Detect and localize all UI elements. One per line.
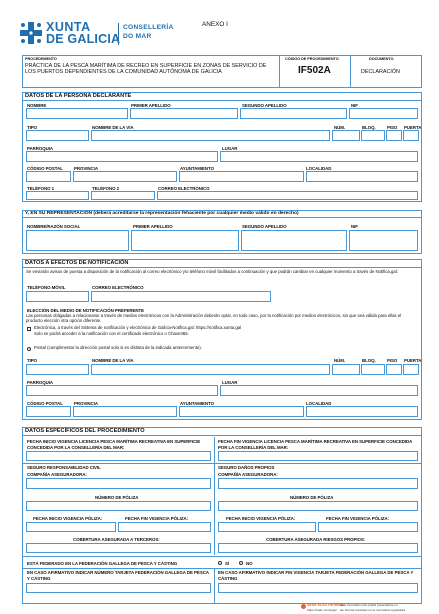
notif-provincia-field[interactable] — [73, 406, 177, 417]
movil-field[interactable] — [26, 291, 89, 302]
nombre-field[interactable] — [26, 108, 128, 119]
footer-note1: Este formulario sólo podrá presentarse en — [340, 603, 398, 607]
parroquia-label: PARROQUIA — [27, 146, 54, 151]
inicio-tarjeta-field[interactable] — [26, 583, 211, 593]
sede-badge — [301, 604, 306, 609]
postal-radio[interactable] — [27, 347, 31, 351]
logo-divider — [118, 23, 119, 45]
seguro-rc-label: SEGURO RESPONSABILIDAD CIVIL — [27, 465, 101, 470]
nif-label: NIF — [351, 103, 358, 108]
rep-nif-label: NIF — [351, 224, 358, 229]
notif-correo-label: CORREO ELECTRÓNICO — [92, 285, 144, 290]
document-type: DECLARACIÓN — [361, 69, 400, 75]
bloq-field[interactable] — [361, 130, 385, 141]
ayuntamiento-label: AYUNTAMIENTO — [180, 166, 214, 171]
bloq-label: BLOQ. — [362, 125, 376, 130]
segundo-apellido-label: SEGUNDO APELLIDO — [242, 103, 287, 108]
notif-bloq-label: BLOQ. — [362, 358, 376, 363]
notif-cp-field[interactable] — [26, 406, 71, 417]
federado-separator — [22, 568, 422, 569]
localidad-field[interactable] — [306, 171, 418, 182]
federado-label: ESTÁ FEDERADO EN LA FEDERACIÓN GALLEGA DE PESCA Y CÁSTING — [27, 561, 178, 566]
sede-url[interactable]: https://sede.xunta.gal — [307, 608, 337, 612]
fin-poliza2-field[interactable] — [318, 522, 418, 532]
cp-label: CÓDIGO POSTAL — [27, 166, 63, 171]
correo-label: CORREO ELECTRÓNICO — [158, 186, 210, 191]
licencia-separator — [22, 463, 422, 464]
lugar-label: LUGAR — [222, 146, 238, 151]
electronica-note: Solo se podrá acceder a la notificación con el certificado electrónico o Chave365. — [34, 331, 189, 336]
lugar-field[interactable] — [220, 151, 418, 162]
razon-label: NOMBRE/RAZÓN SOCIAL — [27, 224, 81, 229]
notif-ayuntamiento-label: AYUNTAMIENTO — [180, 401, 214, 406]
notif-lugar-label: LUGAR — [222, 380, 238, 385]
notif-piso-field[interactable] — [386, 364, 402, 375]
especificos-title: DATOS ESPECÍFICOS DEL PROCEDIMIENTO — [22, 427, 422, 436]
eleccion-title: ELECCIÓN DEL MEDIO DE NOTIFICACIÓN PREFERENTE — [27, 308, 144, 313]
puerta-field[interactable] — [403, 130, 419, 141]
notif-num-field[interactable] — [332, 364, 360, 375]
notif-correo-field[interactable] — [91, 291, 271, 302]
federado-si-radio[interactable] — [218, 561, 222, 565]
compania1-label: COMPAÑÍA ASEGURADORA: — [27, 472, 87, 477]
rep-segundo-apellido-field[interactable] — [241, 230, 347, 251]
inicio-licencia-field[interactable] — [26, 451, 211, 461]
num-label: NÚM. — [334, 125, 346, 130]
tipo-field[interactable] — [26, 130, 89, 141]
notif-lugar-field[interactable] — [220, 385, 418, 396]
postal-option: Postal (cumplimentar la dirección postal solo si es distinta de la indicada anteriormente). — [34, 345, 202, 350]
cobertura-separator — [22, 556, 422, 557]
primer-apellido-field[interactable] — [130, 108, 238, 119]
procedure-code: IF502A — [298, 65, 331, 76]
telefono2-label: TELÉFONO 2 — [92, 186, 120, 191]
notif-puerta-label: PUERTA — [404, 358, 422, 363]
logo-xunta-text: XUNTA — [46, 20, 91, 34]
razon-field[interactable] — [26, 230, 129, 251]
puerta-label: PUERTA — [404, 125, 422, 130]
telefono2-field[interactable] — [91, 191, 155, 200]
notificacion-title: DATOS A EFECTOS DE NOTIFICACIÓN — [22, 259, 422, 268]
segundo-apellido-field[interactable] — [240, 108, 347, 119]
poliza1-label: NÚMERO DE PÓLIZA — [95, 495, 139, 500]
rep-segundo-apellido-label: SEGUNDO APELLIDO — [242, 224, 287, 229]
nombre-via-label: NOMBRE DE LA VÍA — [92, 125, 134, 130]
notif-nombre-via-label: NOMBRE DE LA VÍA — [92, 358, 134, 363]
rep-primer-apellido-field[interactable] — [131, 230, 239, 251]
procedure-code-label: CÓDIGO DE PROCEDIMIENTO — [285, 57, 339, 61]
procedure-title: PRÁCTICA DE LA PESCA MARÍTIMA DE RECREO EN SUPERFICIE EN ZONAS DE SERVICIO DE LOS PUERTOS DEPENDIENTES DE LA COMUNIDAD AUTÓNOMA DE GALICIA — [25, 63, 267, 76]
inicio-licencia-label: FECHA INICIO VIGENCIA LICENCIA PESCA MARÍTIMA RECREATIVA EN SUPERFICIE CONCEDIDA POR LA CONSELLERÍA DEL MAR: — [27, 439, 201, 450]
logo-galicia-text: DE GALICIA — [46, 32, 121, 46]
tarjeta-divider — [214, 568, 215, 604]
fin-poliza1-field[interactable] — [118, 522, 211, 532]
nombre-via-field[interactable] — [91, 130, 330, 141]
especificos-center-divider — [214, 437, 215, 555]
provincia-field[interactable] — [73, 171, 177, 182]
telefono1-label: TELÉFONO 1 — [27, 186, 55, 191]
xunta-logo — [19, 20, 121, 46]
cobertura1-field[interactable] — [26, 543, 211, 553]
notif-localidad-field[interactable] — [306, 406, 418, 417]
poliza2-label: NÚMERO DE PÓLIZA — [290, 495, 334, 500]
sede-label: SEDE ELECTRÓNICA — [307, 603, 344, 607]
anexo-label: ANEXO I — [202, 21, 228, 28]
ini-poliza1-field[interactable] — [26, 522, 116, 532]
notif-provincia-label: PROVINCIA — [74, 401, 98, 406]
electronica-checkbox[interactable] — [27, 327, 31, 331]
procedure-label: PROCEDEMENTO — [25, 57, 57, 61]
rep-nif-field[interactable] — [349, 230, 418, 251]
notif-nombre-via-field[interactable] — [91, 364, 330, 375]
declarante-title: DATOS DE LA PERSONA DECLARANTE — [22, 92, 422, 101]
notif-parroquia-field[interactable] — [26, 385, 218, 396]
notif-ayuntamiento-field[interactable] — [179, 406, 304, 417]
notif-tipo-label: TIPO — [27, 358, 38, 363]
fin-licencia-label: FECHA FIN VIGENCIA LICENCIA PESCA MARÍTIMA RECREATIVA EN SUPERFICIE CONCEDIDA POR LA CONSELLERÍA DEL MAR: — [218, 439, 413, 450]
localidad-label: LOCALIDAD — [306, 166, 332, 171]
fin-poliza1-label: FECHA FIN VIGENCIA PÓLIZA: — [125, 516, 189, 521]
electronica-option: Electrónica, a través del Sistema de notificación y electrónica de Galicia-Notifica.gal: https://notifica.xunta.gal — [34, 325, 242, 330]
procedure-divider-1 — [279, 55, 280, 88]
notif-parroquia-label: PARROQUIA — [27, 380, 54, 385]
notif-bloq-field[interactable] — [361, 364, 385, 375]
cobertura1-label: COBERTURA ASEGURADA A TERCEROS: — [73, 537, 160, 542]
compania2-field[interactable] — [218, 478, 418, 489]
fin-poliza2-label: FECHA FIN VIGENCIA PÓLIZA: — [326, 516, 390, 521]
piso-field[interactable] — [386, 130, 402, 141]
fin-licencia-field[interactable] — [218, 451, 418, 461]
seguro-danos-label: SEGURO DAÑOS PROPIOS — [218, 465, 275, 470]
eleccion-text: Las personas obligadas a relacionarse a través de medios electrónicos con la Administración deberán optar, en todo caso, por la notificación por medios electrónicos, sin que sea válida para ellas el producto elección otra opción diferente. — [26, 313, 402, 324]
fin-tarjeta-label: EN CASO AFIRMATIVO INDICAR FIN VIGENCIA TARJETA FEDERACIÓN GALLEGA DE PESCA Y CÁSTING — [218, 570, 414, 581]
federado-no-radio[interactable] — [239, 561, 243, 565]
rep-primer-apellido-label: PRIMER APELLIDO — [133, 224, 173, 229]
cp-field[interactable] — [26, 171, 71, 182]
notif-piso-label: PISO — [387, 358, 398, 363]
poliza2-field[interactable] — [218, 501, 418, 511]
ini-poliza2-label: FECHA INICIO VIGENCIA PÓLIZA: — [226, 516, 296, 521]
cobertura2-label: COBERTURA ASEGURADA RIESGOS PROPIOS: — [266, 537, 366, 542]
notif-tipo-field[interactable] — [26, 364, 89, 375]
notif-num-label: NÚM. — [334, 358, 346, 363]
parroquia-field[interactable] — [26, 151, 218, 162]
notif-puerta-field[interactable] — [403, 364, 419, 375]
ini-poliza2-field[interactable] — [218, 522, 316, 532]
document-label: DOCUMENTO — [369, 57, 394, 61]
movil-label: TELÉFONO MÓVIL — [27, 285, 66, 290]
representante-title: Y, EN SU REPRESENTACIÓN (deberá acreditarse la representación fehaciente por cualquier medio válido en derecho) — [22, 210, 422, 218]
compania1-field[interactable] — [26, 478, 211, 489]
telefono1-field[interactable] — [26, 191, 89, 200]
cobertura2-field[interactable] — [218, 543, 418, 553]
notif-cp-label: CÓDIGO POSTAL — [27, 401, 63, 406]
notificacion-aviso: Se enviarán avisos de puesta a disposición de la notificación al correo electrónico y/o teléfono móvil facilitados a continuación y que podrán cambiar en cualquier momento a través de Notifica.gal: — [26, 269, 398, 274]
conselleria-line2: DO MAR — [123, 33, 152, 40]
nif-field[interactable] — [349, 108, 418, 119]
num-field[interactable] — [332, 130, 360, 141]
notif-localidad-label: LOCALIDAD — [306, 401, 332, 406]
ini-poliza1-label: FECHA INICIO VIGENCIA PÓLIZA: — [33, 516, 103, 521]
compania2-label: COMPAÑÍA ASEGURADORA: — [218, 472, 278, 477]
provincia-label: PROVINCIA — [74, 166, 98, 171]
procedure-divider-2 — [350, 55, 351, 88]
inicio-tarjeta-label: EN CASO AFIRMATIVO INDICAR NÚMERO TARJETA FEDERACIÓN GALLEGA DE PESCA Y CÁSTING — [27, 570, 209, 581]
nombre-label: NOMBRE — [27, 103, 47, 108]
xunta-cross-icon — [19, 21, 43, 45]
fin-tarjeta-field[interactable] — [218, 583, 418, 593]
primer-apellido-label: PRIMER APELLIDO — [131, 103, 171, 108]
footer-note2: las formas previstas en la normativa reguladora — [340, 608, 406, 612]
federado-no-label: NO — [246, 561, 253, 566]
federado-si-label: SÍ — [225, 561, 230, 566]
tipo-label: TIPO — [27, 125, 38, 130]
poliza1-field[interactable] — [26, 501, 211, 511]
ayuntamiento-field[interactable] — [179, 171, 304, 182]
conselleria-line1: CONSELLERÍA — [123, 24, 174, 31]
piso-label: PISO — [387, 125, 398, 130]
correo-field[interactable] — [157, 191, 418, 200]
